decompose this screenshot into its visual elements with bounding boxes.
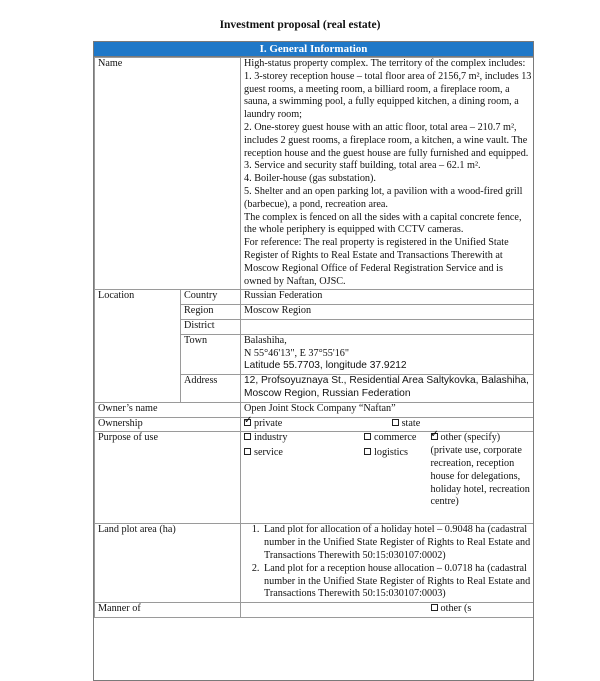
- private-label: private: [254, 417, 283, 429]
- land-item: 1. Land plot for allocation of a holiday hotel – 0.9048 ha (cadastral number in the Unified State Register of Rights to Real Estate and Transactions Therewith 50:15:030107:0002): [262, 524, 532, 562]
- town-value: [241, 334, 534, 374]
- private-option[interactable]: [244, 418, 389, 431]
- service-label: service: [254, 447, 283, 459]
- address-value: 12, Profsoyuznaya St., Residential Area Saltykovka, Balashiha, Moscow Region, Russian Federation: [241, 375, 534, 403]
- manner-other-checkbox[interactable]: [431, 604, 438, 611]
- name-line: 4. Boiler-house (gas substation).: [244, 173, 376, 185]
- owner-label: Owner’s name: [95, 402, 241, 417]
- private-checkbox[interactable]: [244, 419, 251, 426]
- name-value: [241, 58, 534, 290]
- owner-row: [95, 402, 535, 417]
- manner-other-option[interactable]: [428, 603, 534, 618]
- commerce-label: commerce: [374, 432, 417, 444]
- industry-option[interactable]: [244, 432, 364, 445]
- info-table: [94, 57, 534, 618]
- name-line: High-status property complex. The territory of the complex includes:: [244, 58, 526, 69]
- region-value: Moscow Region: [241, 305, 534, 320]
- purpose-row: [95, 432, 535, 524]
- name-line: 5. Shelter and an open parking lot, a pavilion with a wood-fired grill (barbecue), a pond, recreation area.: [244, 185, 523, 210]
- land-value: [241, 524, 534, 603]
- name-row: [95, 58, 535, 290]
- manner-other-label: other (s: [440, 603, 472, 615]
- name-label: Name: [95, 58, 241, 290]
- lat-long-line: Latitude 55.7703, longitude 37.9212: [244, 360, 407, 372]
- purpose-options: [241, 432, 428, 524]
- manner-row: [95, 603, 535, 618]
- town-label: Town: [181, 334, 241, 374]
- name-line: 1. 3-storey reception house – total floor area of 2156,7 m², includes 13 guest rooms, a meeting room, a billiard room, a fireplace room, a sauna, a swimming pool, a fully equipped kitchen, a dining room, a laundry room;: [244, 70, 532, 121]
- manner-options: [241, 603, 428, 618]
- address-label: Address: [181, 375, 241, 403]
- other-checkbox[interactable]: [431, 433, 438, 440]
- name-line: 2. One-storey guest house with an attic floor, total area – 210.7 m², includes 2 guest rooms, a fireplace room, a kitchen, a wine vault. The reception house and the guest house are fully furnished and equipped.: [244, 121, 529, 159]
- state-checkbox[interactable]: [392, 419, 399, 426]
- industry-label: industry: [254, 432, 288, 444]
- other-label: other (specify) (private use, corporate recreation, reception house for delegations, holiday hotel, recreation centre): [430, 432, 530, 508]
- name-line: 3. Service and security staff building, total area – 62.1 m².: [244, 160, 481, 172]
- other-option[interactable]: [428, 432, 534, 524]
- name-line: For reference: The real property is registered in the Unified State Register of Rights to Real Estate and Transactions Therewith at Moscow Regional Office of Federal Registration Service and is owned by Naftan, OJSC.: [244, 237, 509, 287]
- country-label: Country: [181, 290, 241, 305]
- commerce-option[interactable]: [364, 432, 416, 445]
- ownership-label: Ownership: [95, 417, 241, 432]
- logistics-label: logistics: [374, 447, 408, 459]
- industry-checkbox[interactable]: [244, 433, 251, 440]
- state-label: state: [401, 417, 421, 429]
- service-option[interactable]: [244, 447, 364, 460]
- logistics-checkbox[interactable]: [364, 448, 371, 455]
- country-row: [95, 290, 535, 305]
- document-title: Investment proposal (real estate): [219, 19, 381, 31]
- district-value: [241, 319, 534, 334]
- coordinates-line: N 55°46'13", E 37°55'16": [244, 347, 350, 359]
- commerce-checkbox[interactable]: [364, 433, 371, 440]
- purpose-label: Purpose of use: [95, 432, 241, 524]
- country-value: Russian Federation: [241, 290, 534, 305]
- land-label: Land plot area (ha): [95, 524, 241, 603]
- logistics-option[interactable]: [364, 447, 416, 460]
- general-information-form: [93, 41, 534, 681]
- land-row: [95, 524, 535, 603]
- section-header: I. General Information: [94, 42, 533, 57]
- town-line: Balashiha,: [244, 334, 287, 346]
- district-label: District: [181, 319, 241, 334]
- manner-label: Manner of: [95, 603, 241, 618]
- location-label: Location: [95, 290, 181, 402]
- ownership-row: [95, 417, 535, 432]
- owner-value: Open Joint Stock Company “Naftan”: [241, 402, 534, 417]
- region-label: Region: [181, 305, 241, 320]
- service-checkbox[interactable]: [244, 448, 251, 455]
- state-option[interactable]: [392, 418, 421, 431]
- land-item: 2. Land plot for a reception house allocation – 0.0718 ha (cadastral number in the Unified State Register of Rights to Real Estate and Transactions Therewith 50:15:030107:0003): [262, 563, 532, 601]
- ownership-value: [241, 417, 534, 432]
- name-line: The complex is fenced on all the sides with a capital concrete fence, the whole periphery is equipped with CCTV cameras.: [244, 211, 522, 236]
